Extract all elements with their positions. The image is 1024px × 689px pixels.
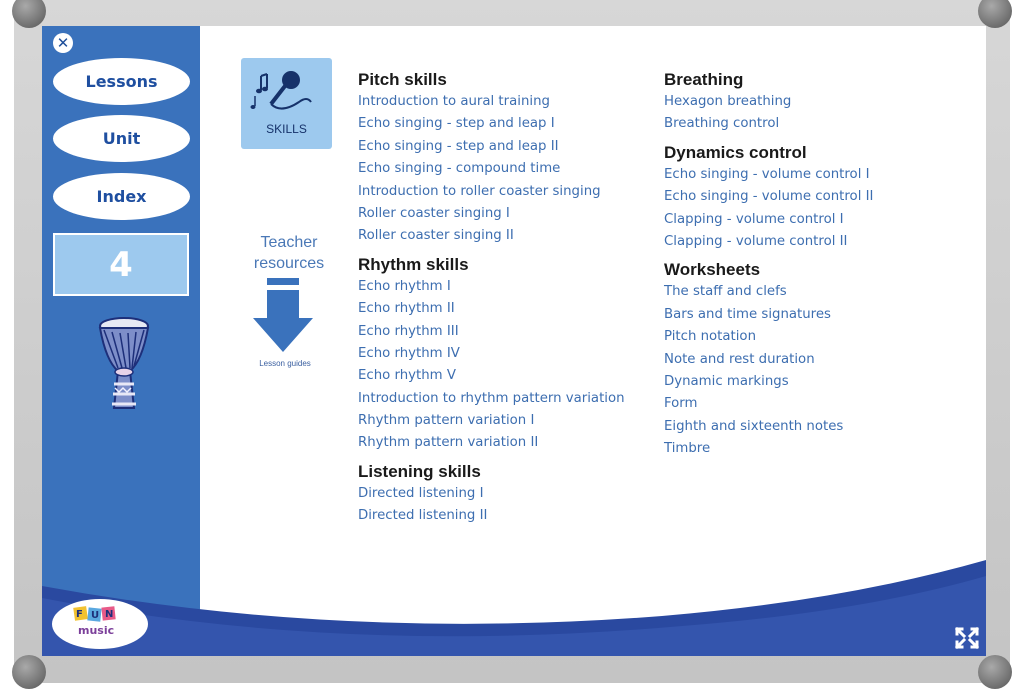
unit-button[interactable]: Unit — [53, 115, 190, 162]
lesson-link[interactable]: Echo rhythm I — [358, 278, 451, 294]
lesson-link[interactable]: Breathing control — [664, 116, 780, 132]
djembe-drum-icon — [84, 316, 160, 416]
skills-tile[interactable] — [241, 58, 332, 149]
lesson-link[interactable]: Echo rhythm II — [358, 301, 455, 317]
svg-text:N: N — [105, 609, 114, 620]
lesson-link[interactable]: Note and rest duration — [664, 351, 815, 367]
down-arrow-icon[interactable] — [251, 278, 315, 356]
fun-music-logo — [52, 599, 148, 649]
svg-text:U: U — [91, 610, 100, 621]
lesson-link[interactable]: Echo singing - step and leap I — [358, 116, 555, 132]
section-title: Rhythm skills — [358, 254, 469, 274]
lesson-link[interactable]: Eighth and sixteenth notes — [664, 418, 844, 434]
lesson-link[interactable]: Echo rhythm IV — [358, 345, 460, 361]
lesson-link[interactable]: Hexagon breathing — [664, 94, 792, 109]
lesson-link[interactable]: Clapping - volume control II — [664, 233, 848, 249]
teacher-resources-title — [242, 232, 336, 274]
music-microphone-icon — [241, 58, 332, 118]
link-list — [358, 91, 625, 248]
frame-corner — [12, 655, 46, 689]
link-list — [358, 276, 625, 455]
teacher-resources-line2: resources — [253, 255, 325, 272]
lesson-link[interactable]: Roller coaster singing I — [358, 205, 510, 221]
lesson-link[interactable]: Echo singing - compound time — [358, 161, 561, 177]
skills-label: SKILLS — [266, 122, 307, 136]
section-title: Dynamics control — [664, 142, 807, 162]
lessons-button[interactable]: Lessons — [53, 58, 190, 105]
lesson-link[interactable]: Pitch notation — [664, 329, 756, 345]
link-list — [664, 91, 873, 136]
close-icon[interactable]: ✕ — [53, 33, 73, 53]
lesson-link[interactable]: Rhythm pattern variation II — [358, 435, 539, 451]
lesson-link[interactable]: Bars and time signatures — [664, 306, 831, 322]
lesson-link[interactable]: Rhythm pattern variation I — [358, 413, 535, 429]
lesson-link[interactable]: Echo rhythm III — [358, 323, 459, 339]
section-title: Worksheets — [664, 260, 761, 280]
skills-column-1 — [358, 69, 625, 528]
section-title: Breathing — [664, 70, 744, 89]
lesson-guides-link[interactable]: Lesson guides — [259, 359, 311, 368]
svg-text:music: music — [78, 624, 115, 637]
lesson-link[interactable]: Echo singing - volume control I — [664, 166, 870, 182]
lesson-link[interactable]: Directed listening II — [358, 508, 488, 524]
lesson-link[interactable]: Introduction to roller coaster singing — [358, 183, 601, 199]
lesson-link[interactable]: Form — [664, 396, 698, 412]
skills-column-2 — [664, 69, 873, 460]
lesson-link[interactable]: Roller coaster singing II — [358, 228, 514, 244]
link-list — [664, 281, 873, 460]
lesson-link[interactable]: Dynamic markings — [664, 373, 789, 389]
whiteboard-surface — [42, 26, 986, 656]
svg-text:F: F — [76, 609, 83, 620]
section-title: Pitch skills — [358, 70, 447, 89]
lesson-link[interactable]: Echo singing - step and leap II — [358, 138, 559, 154]
lesson-link[interactable]: Introduction to rhythm pattern variation — [358, 390, 625, 406]
lesson-link[interactable]: Timbre — [664, 441, 711, 457]
lesson-link[interactable]: Directed listening I — [358, 485, 484, 501]
frame-corner — [978, 655, 1012, 689]
footer-wave — [42, 546, 986, 656]
section-title: Listening skills — [358, 461, 481, 481]
teacher-resources-line1: Teacher — [260, 234, 318, 251]
link-list — [664, 164, 873, 254]
fullscreen-icon[interactable] — [954, 626, 980, 650]
link-list — [358, 483, 625, 528]
lesson-link[interactable]: The staff and clefs — [664, 284, 787, 300]
lesson-link[interactable]: Echo singing - volume control II — [664, 189, 874, 205]
unit-number-badge: 4 — [53, 233, 189, 296]
lesson-link[interactable]: Clapping - volume control I — [664, 211, 844, 227]
index-button[interactable]: Index — [53, 173, 190, 220]
lesson-link[interactable]: Echo rhythm V — [358, 368, 456, 384]
lesson-link[interactable]: Introduction to aural training — [358, 94, 550, 109]
